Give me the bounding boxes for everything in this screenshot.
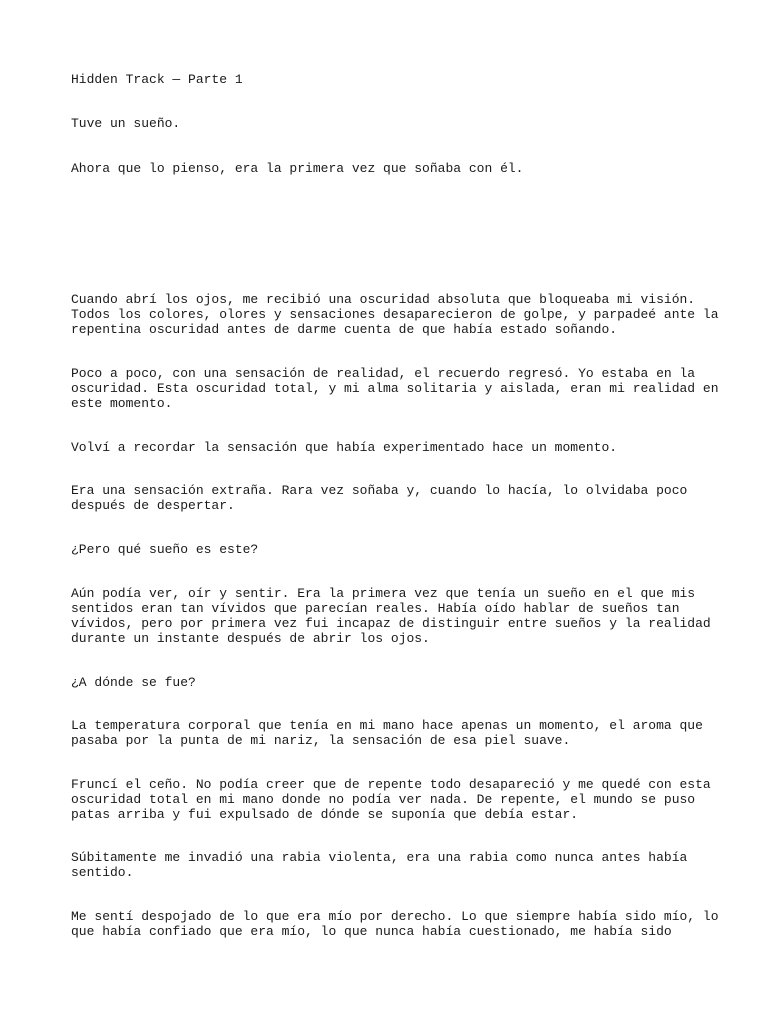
paragraph: Aún podía ver, oír y sentir. Era la primera vez que tenía un sueño en el que mis sentidos eran tan vívidos que parecían reales. Había oído hablar de sueños tan vívidos, pero por primera vez fui incapaz de distinguir entre sueños y la realidad durante un instante después de abrir los ojos. [71,586,711,646]
paragraph: ¿A dónde se fue? [71,675,196,690]
document-title: Hidden Track — Parte 1 [71,72,243,87]
paragraph: La temperatura corporal que tenía en mi mano hace apenas un momento, el aroma que pasaba por la punta de mi nariz, la sensación de esa piel suave. [71,718,703,748]
paragraph: Tuve un sueño. [71,116,181,131]
paragraph: Era una sensación extraña. Rara vez soñaba y, cuando lo hacía, lo olvidaba poco después de despertar. [71,483,688,513]
paragraph: ¿Pero qué sueño es este? [71,542,259,557]
paragraph: Ahora que lo pienso, era la primera vez que soñaba con él. [71,161,524,176]
paragraph: Poco a poco, con una sensación de realidad, el recuerdo regresó. Yo estaba en la oscuridad. Esta oscuridad total, y mi alma solitaria y aislada, eran mi realidad en este momento. [71,366,719,411]
paragraph: Me sentí despojado de lo que era mío por derecho. Lo que siempre había sido mío, lo que había confiado que era mío, lo que nunca había cuestionado, me había sido [71,909,719,939]
paragraph: Volví a recordar la sensación que había experimentado hace un momento. [71,440,618,455]
paragraph: Súbitamente me invadió una rabia violenta, era una rabia como nunca antes había sentido. [71,850,688,880]
paragraph: Fruncí el ceño. No podía creer que de repente todo desapareció y me quedé con esta oscuridad total en mi mano donde no podía ver nada. De repente, el mundo se puso patas arriba y fui expulsado de dónde se suponía que debía estar. [71,777,711,822]
paragraph: Cuando abrí los ojos, me recibió una oscuridad absoluta que bloqueaba mi visión. Todos los colores, olores y sensaciones desaparecieron de golpe, y parpadeé ante la repentina oscuridad antes de darme cuenta de que había estado soñando. [71,292,719,337]
